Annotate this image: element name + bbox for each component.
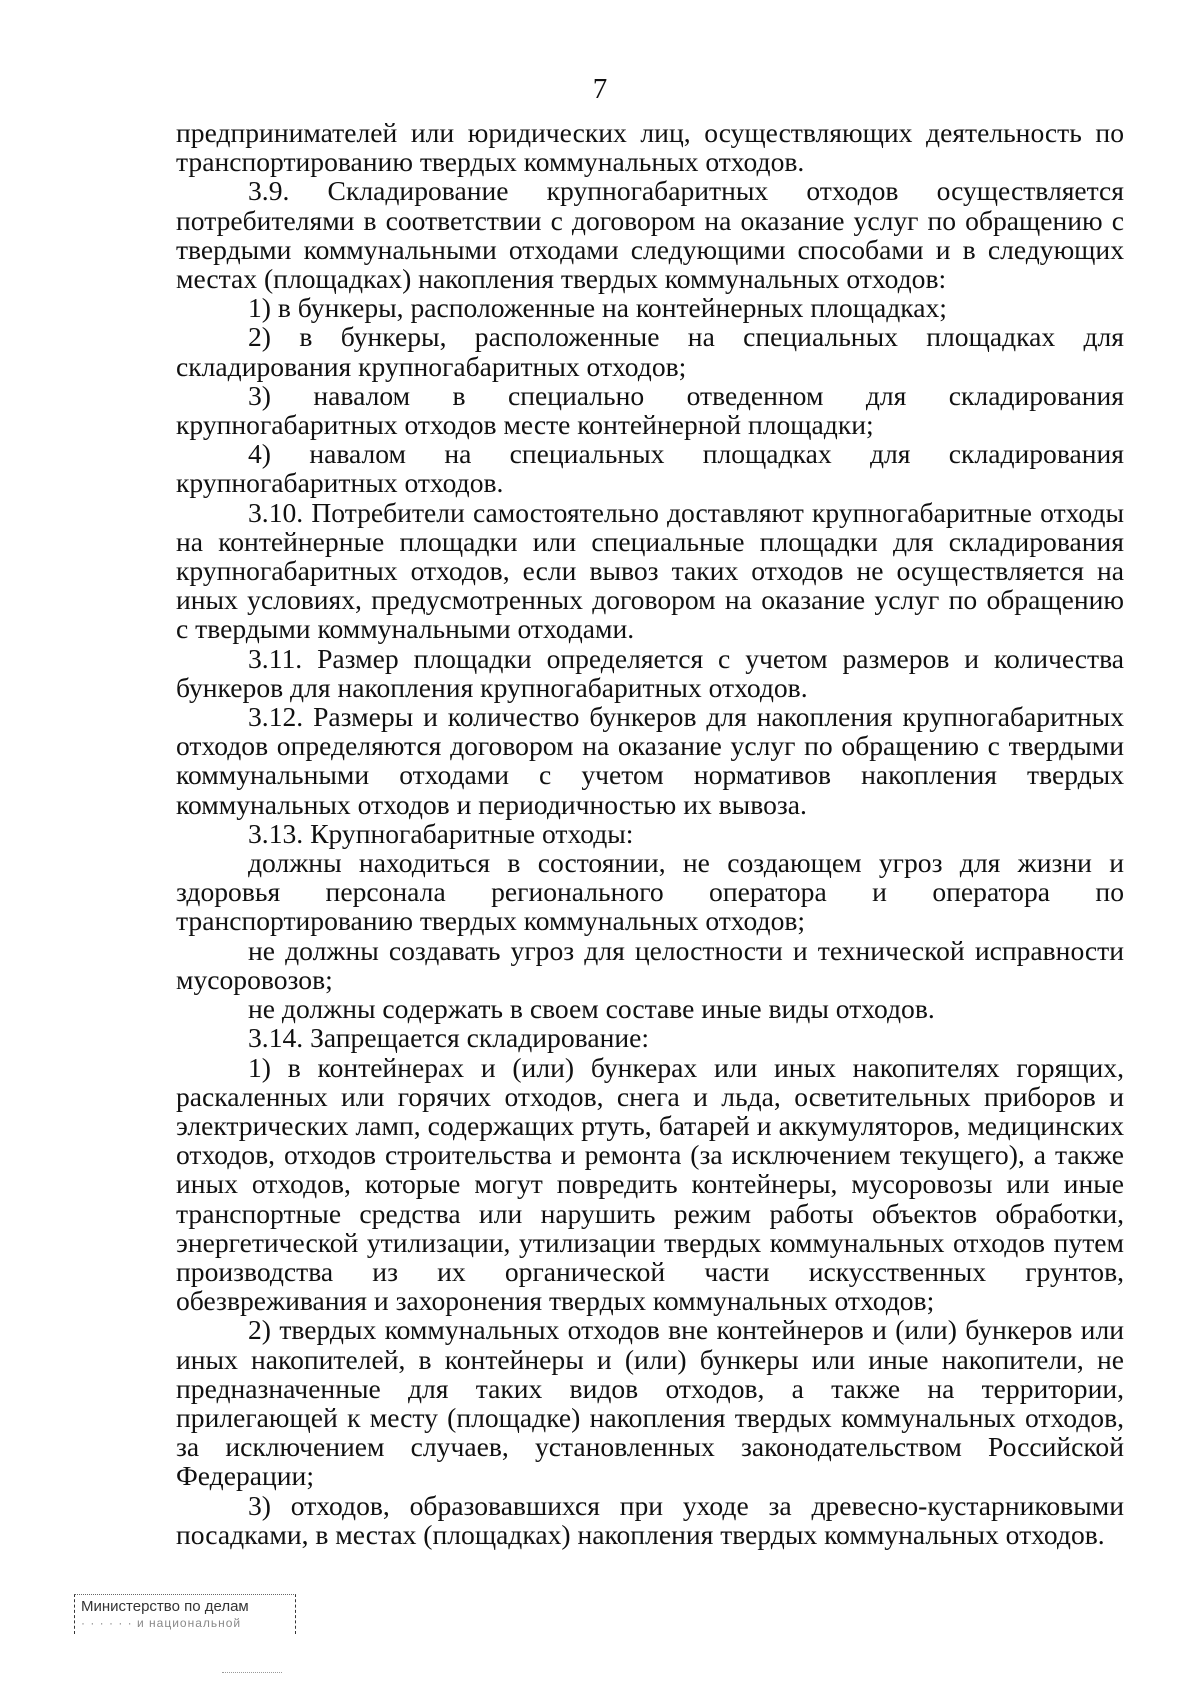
scan-artifact <box>222 1672 282 1675</box>
paragraph-3-12: 3.12. Размеры и количество бункеров для накопления крупногабаритных отходов определяются договором на оказание услуг по обращению с твердыми коммунальными отходами с учетом нормативов накопления твердых коммунальных отходов и периодичностью их вывоза. <box>176 701 1124 820</box>
requirement-item: должны находиться в состоянии, не создающем угроз для жизни и здоровья персонала регионального оператора и оператора по транспортированию твердых коммунальных отходов; <box>176 847 1124 937</box>
paragraph: предпринимателей или юридических лиц, осуществляющих деятельность по транспортированию твердых коммунальных отходов. <box>176 117 1124 178</box>
paragraph-3-10: 3.10. Потребители самостоятельно доставляют крупногабаритные отходы на контейнерные площадки или специальные площадки для складирования крупногабаритных отходов, если вывоз таких отходов не осуществляется на иных условиях, предусмотренных договором на оказание услуг по обращению с твердыми коммунальными отходами. <box>176 496 1124 645</box>
paragraph-3-14: 3.14. Запрещается складирование: <box>248 1022 650 1054</box>
paragraph-3-13: 3.13. Крупногабаритные отходы: <box>248 817 634 849</box>
page-number: 7 <box>592 73 608 105</box>
requirement-item: не должны содержать в своем составе иные виды отходов. <box>248 993 935 1025</box>
list-item-2: 2) в бункеры, расположенные на специальных площадках для складирования крупногабаритных отходов; <box>176 321 1124 382</box>
prohibition-item-3: 3) отходов, образовавшихся при уходе за древесно-кустарниковыми посадками, в местах (площадках) накопления твердых коммунальных отходов. <box>176 1489 1124 1550</box>
paragraph-3-11: 3.11. Размер площадки определяется с учетом размеров и количества бункеров для накопления крупногабаритных отходов. <box>176 642 1124 703</box>
paragraph-3-9: 3.9. Складирование крупногабаритных отходов осуществляется потребителями в соответствии с договором на оказание услуг по обращению с твердыми коммунальными отходами следующими способами и в следующих местах (площадках) накопления твердых коммунальных отходов: <box>176 175 1124 295</box>
document-body <box>176 118 1124 1549</box>
stamp-line-1: Министерство по делам <box>81 1598 249 1615</box>
prohibition-item-2: 2) твердых коммунальных отходов вне контейнеров и (или) бункеров или иных накопителей, в контейнеры и (или) бункеры или иные накопители, не предназначенные для таких видов отходов, а также на территории, прилегающей к месту (площадке) накопления твердых коммунальных отходов, за исключением случаев, установленных законодательством Российской Федерации; <box>176 1314 1124 1492</box>
ministry-stamp <box>74 1594 296 1634</box>
list-item-1: 1) в бункеры, расположенные на контейнерных площадках; <box>248 292 947 324</box>
list-item-4: 4) навалом на специальных площадках для складирования крупногабаритных отходов. <box>176 438 1124 499</box>
stamp-line-2: · · · · · · и национальной <box>81 1616 242 1630</box>
list-item-3: 3) навалом в специально отведенном для складирования крупногабаритных отходов месте контейнерной площадки; <box>176 379 1124 441</box>
requirement-item: не должны создавать угроз для целостности и технической исправности мусоровозов; <box>176 934 1124 995</box>
prohibition-item-1: 1) в контейнерах и (или) бункерах или иных накопителях горящих, раскаленных или горячих отходов, снега и льда, осветительных приборов и электрических ламп, содержащих ртуть, батарей и аккумуляторов, медицинских отходов, отходов строительства и ремонта (за исключением текущего), а также иных отходов, которые могут повредить контейнеры, мусоровозы или иные транспортные средства или нарушить режим работы объектов обработки, энергетической утилизации, утилизации твердых коммунальных отходов путем производства из их органической части искусственных грунтов, обезвреживания и захоронения твердых коммунальных отходов; <box>176 1051 1124 1317</box>
